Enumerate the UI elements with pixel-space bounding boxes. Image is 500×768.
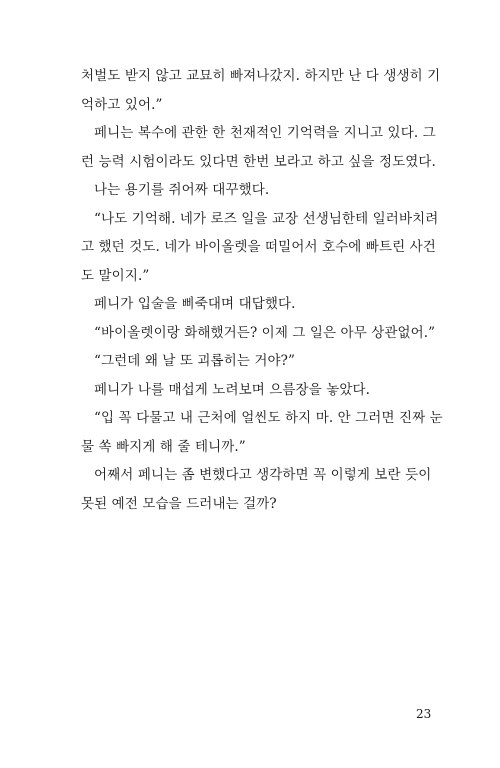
text-line: 물 쏙 빠지게 해 줄 테니까.”: [81, 438, 246, 455]
text-line: 페니가 입술을 삐죽대며 대답했다.: [94, 296, 296, 312]
body-text: [81, 62, 443, 518]
text-line: 처벌도 받지 않고 교묘히 빠져나갔지. 하지만 난 다 생생히 기: [81, 68, 441, 84]
text-line: “입 꼭 다물고 내 근처에 얼씬도 하지 마. 안 그러면 진짜 눈: [94, 410, 443, 426]
text-line: 나는 용기를 쥐어짜 대꾸했다.: [94, 182, 270, 198]
text-line: “바이올렛이랑 화해했거든? 이제 그 일은 아무 상관없어.”: [94, 324, 436, 341]
text-line: 런 능력 시험이라도 있다면 한번 보라고 하고 싶을 정도였다.: [81, 153, 436, 170]
text-line: 어째서 페니는 좀 변했다고 생각하면 꼭 이렇게 보란 듯이: [94, 467, 432, 483]
text-line: 억하고 있어.”: [81, 96, 163, 113]
text-line: “나도 기억해. 네가 로즈 일을 교장 선생님한테 일러바치려: [94, 210, 439, 227]
text-line: “그런데 왜 날 또 괴롭히는 거야?”: [94, 353, 295, 369]
text-line: 고 했던 것도. 네가 바이올렛을 떠밀어서 호수에 빠트린 사건: [81, 239, 436, 255]
page-number: 23: [416, 707, 432, 721]
text-line: 페니는 복수에 관한 한 천재적인 기억력을 지니고 있다. 그: [94, 125, 436, 141]
text-line: 페니가 나를 매섭게 노려보며 으름장을 놓았다.: [94, 381, 371, 398]
text-line: 못된 예전 모습을 드러내는 걸까?: [81, 495, 277, 512]
text-line: 도 말이지.”: [81, 267, 150, 284]
